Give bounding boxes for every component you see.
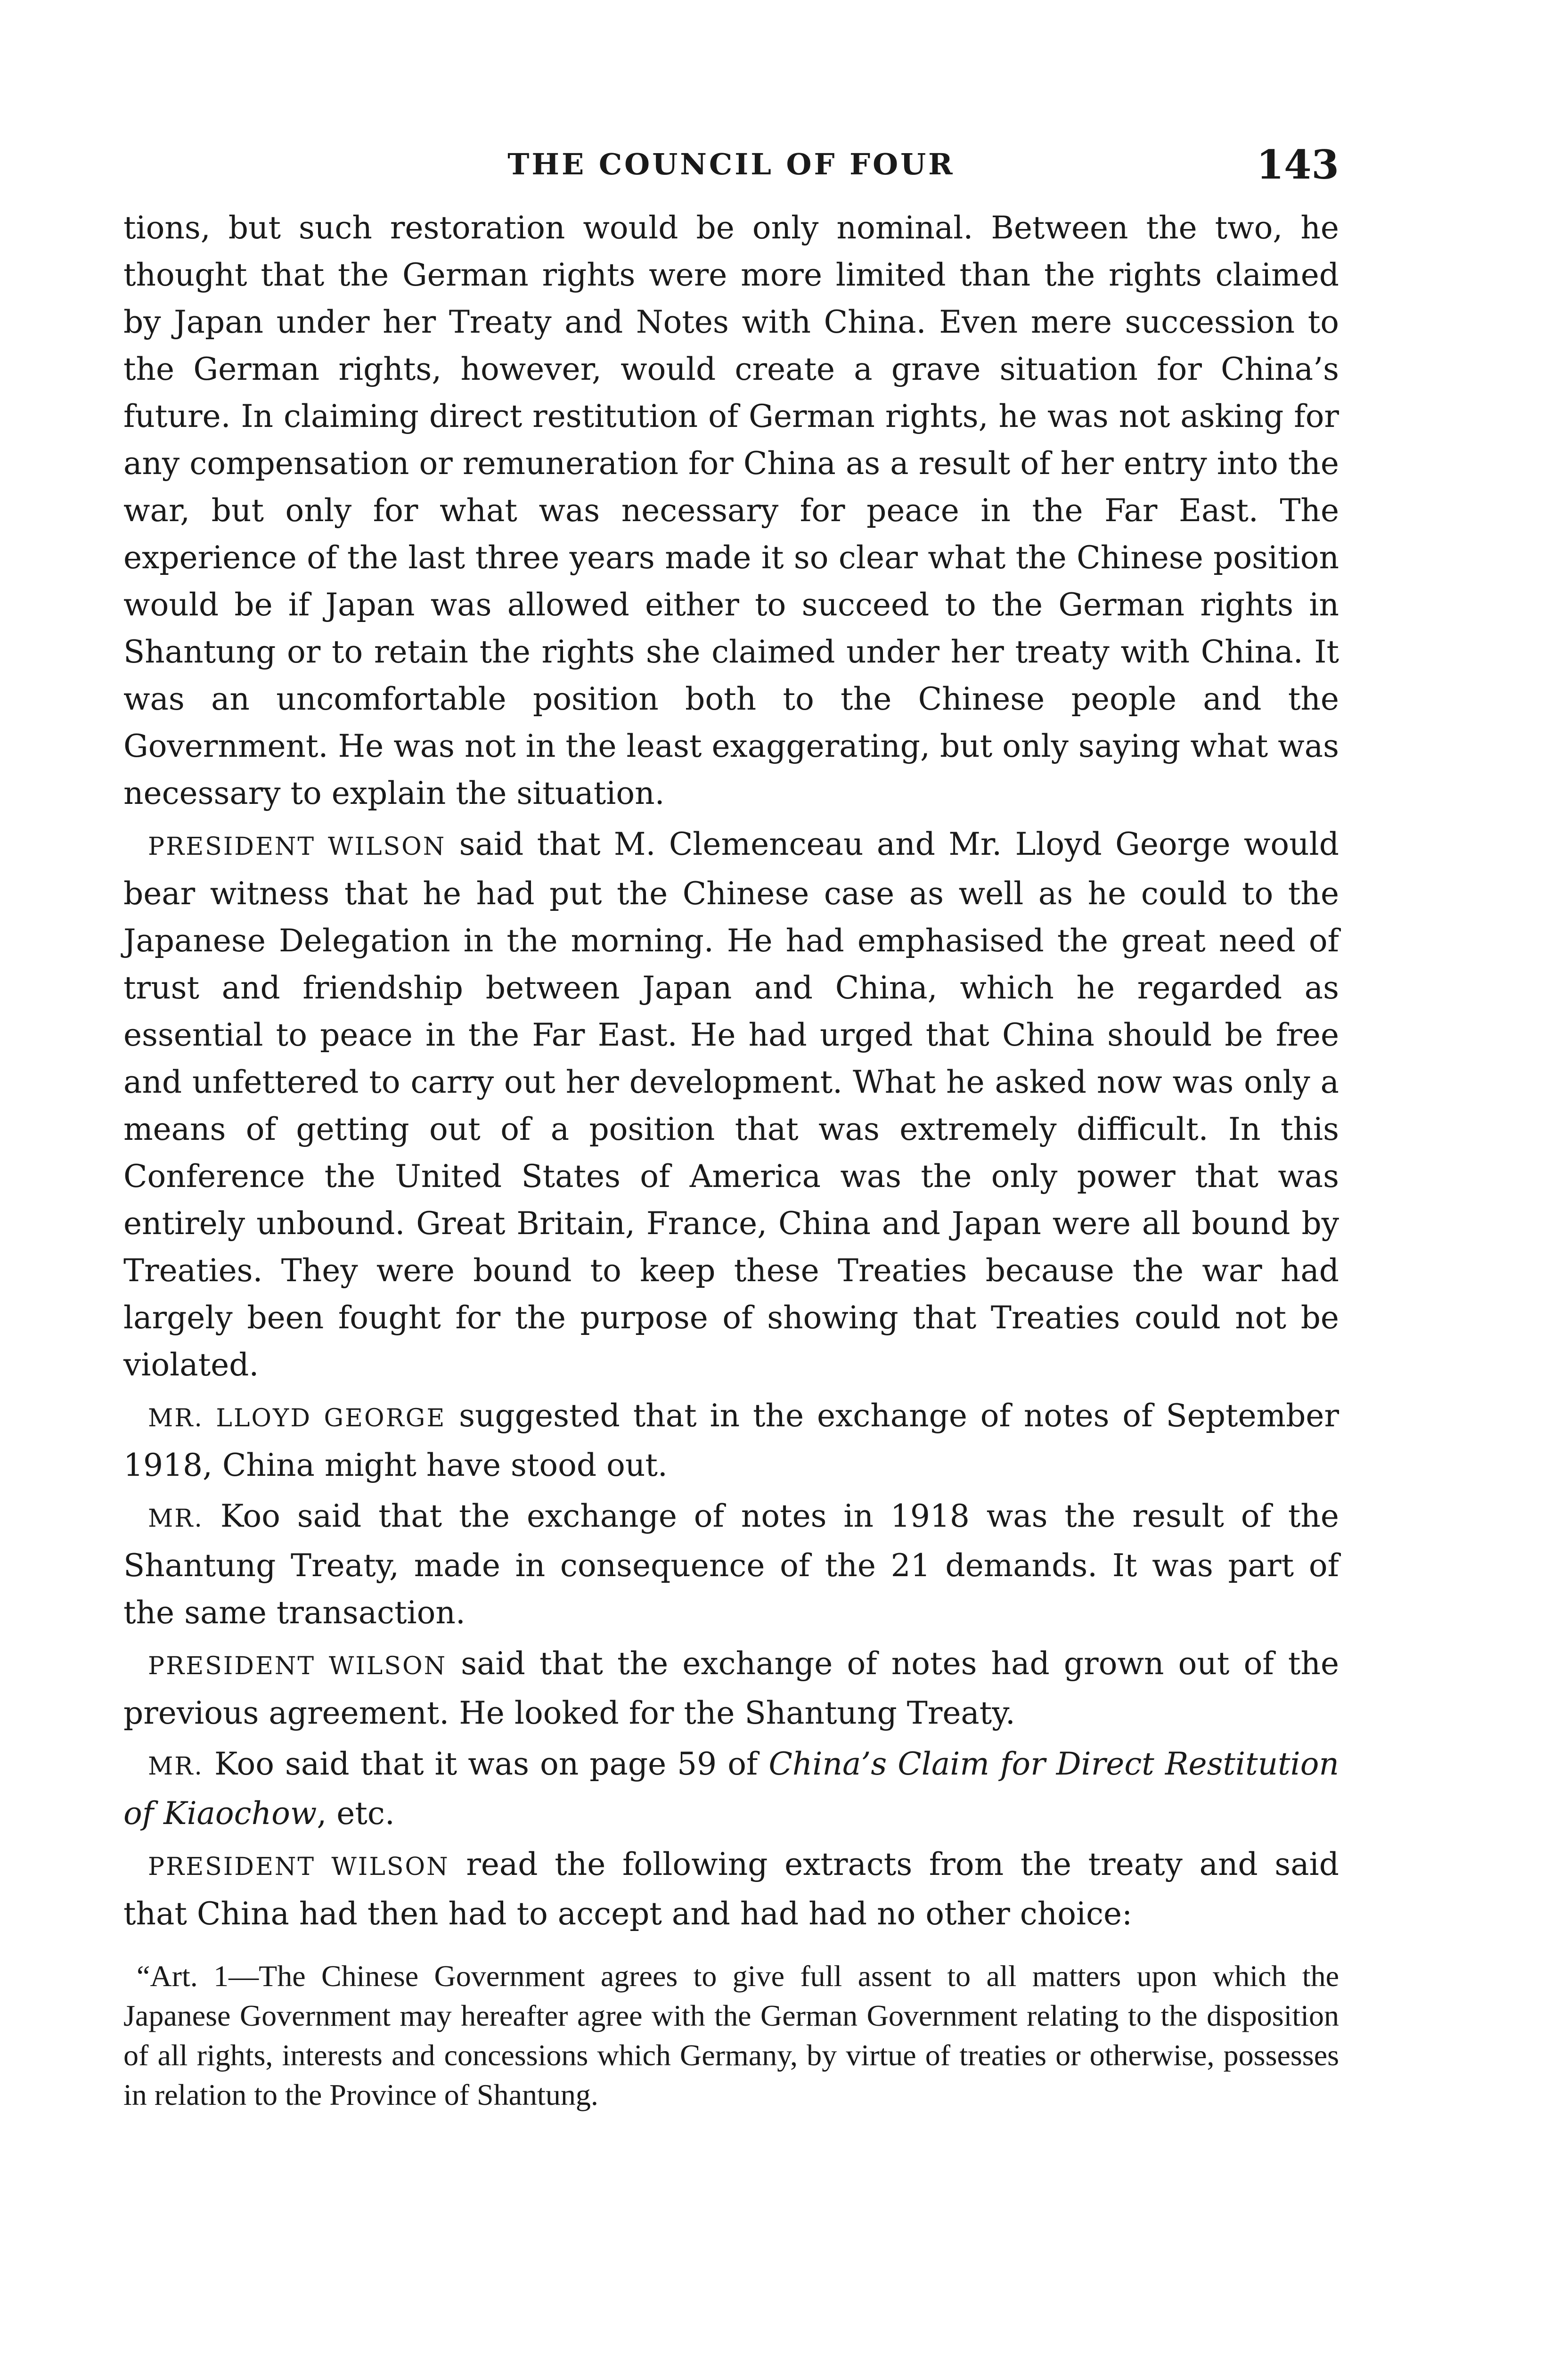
treaty-quote	[123, 1956, 1339, 2115]
speaker-name: MR. LLOYD GEORGE	[148, 1404, 446, 1432]
paragraph	[123, 1392, 1339, 1489]
paragraph	[123, 205, 1339, 817]
paragraph	[123, 1493, 1339, 1636]
paragraph	[123, 1741, 1339, 1837]
paragraph	[123, 1841, 1339, 1938]
paragraph-text: read the following extracts from the treaty and said that China had then had to accept and had had no other choice:	[123, 1846, 1339, 1932]
document-page	[123, 141, 1339, 2356]
paragraph	[123, 1640, 1339, 1737]
paragraph	[123, 821, 1339, 1389]
paragraph-text: said that M. Clemenceau and Mr. Lloyd George would bear witness that he had put the Chinese case as well as he could to the Japanese Delegation in the morning. He had emphasised the great need of trust and friendship between Japan and China, which he regarded as essential to peace in the Far East. He had urged that China should be free and unfettered to carry out her development. What he asked now was only a means of getting out of a position that was extremely difficult. In this Conference the United States of America was the only power that was entirely unbound. Great Britain, France, China and Japan were all bound by Treaties. They were bound to keep these Treaties because the war had largely been fought for the purpose of showing that Treaties could not be violated.	[123, 826, 1339, 1383]
speaker-name: MR.	[148, 1505, 204, 1533]
running-title: THE COUNCIL OF FOUR	[507, 147, 955, 181]
running-head	[123, 141, 1339, 193]
speaker-name: PRESIDENT WILSON	[148, 833, 446, 861]
speaker-name: PRESIDENT WILSON	[148, 1853, 449, 1881]
paragraph-text: tions, but such restoration would be only nominal. Between the two, he thought that the German rights were more limited than the rights claimed by Japan under her Treaty and Notes with China. Even mere succession to the German rights, however, would create a grave situation for China’s future. In claiming direct restitution of German rights, he was not asking for any compensation or remuneration for China as a result of her entry into the war, but only for what was necessary for peace in the Far East. The experience of the last three years made it so clear what the Chinese position would be if Japan was allowed either to succeed to the German rights in Shantung or to retain the rights she claimed under her treaty with China. It was an uncomfortable position both to the Chinese people and the Government. He was not in the least exaggerating, but only saying what was necessary to explain the situation.	[123, 210, 1339, 811]
body-text	[123, 205, 1339, 1938]
page-number: 143	[1256, 141, 1339, 188]
paragraph-text: suggested that in the exchange of notes of September 1918, China might have stood out.	[123, 1398, 1339, 1483]
speaker-name: PRESIDENT WILSON	[148, 1652, 447, 1680]
paragraph-text: said that the exchange of notes had grown out of the previous agreement. He looked for the Shantung Treaty.	[123, 1645, 1339, 1731]
cited-title: China’s Claim for Direct Restitution of Kiaochow	[123, 1746, 1339, 1832]
speaker-name: MR.	[148, 1752, 204, 1781]
paragraph-text: Koo said that the exchange of notes in 1918 was the result of the Shantung Treaty, made in consequence of the 21 demands. It was part of the same transaction.	[123, 1498, 1339, 1631]
paragraph-text: , etc.	[317, 1795, 395, 1832]
paragraph-text: Koo said that it was on page 59 of	[203, 1746, 769, 1782]
quote-text: “Art. 1—The Chinese Government agrees to give full assent to all matters upon which the Japanese Government may hereafter agree with the German Government relating to the disposition of all rights, interests and concessions which Germany, by virtue of treaties or otherwise, possesses in relation to the Province of Shantung.	[123, 1959, 1339, 2111]
